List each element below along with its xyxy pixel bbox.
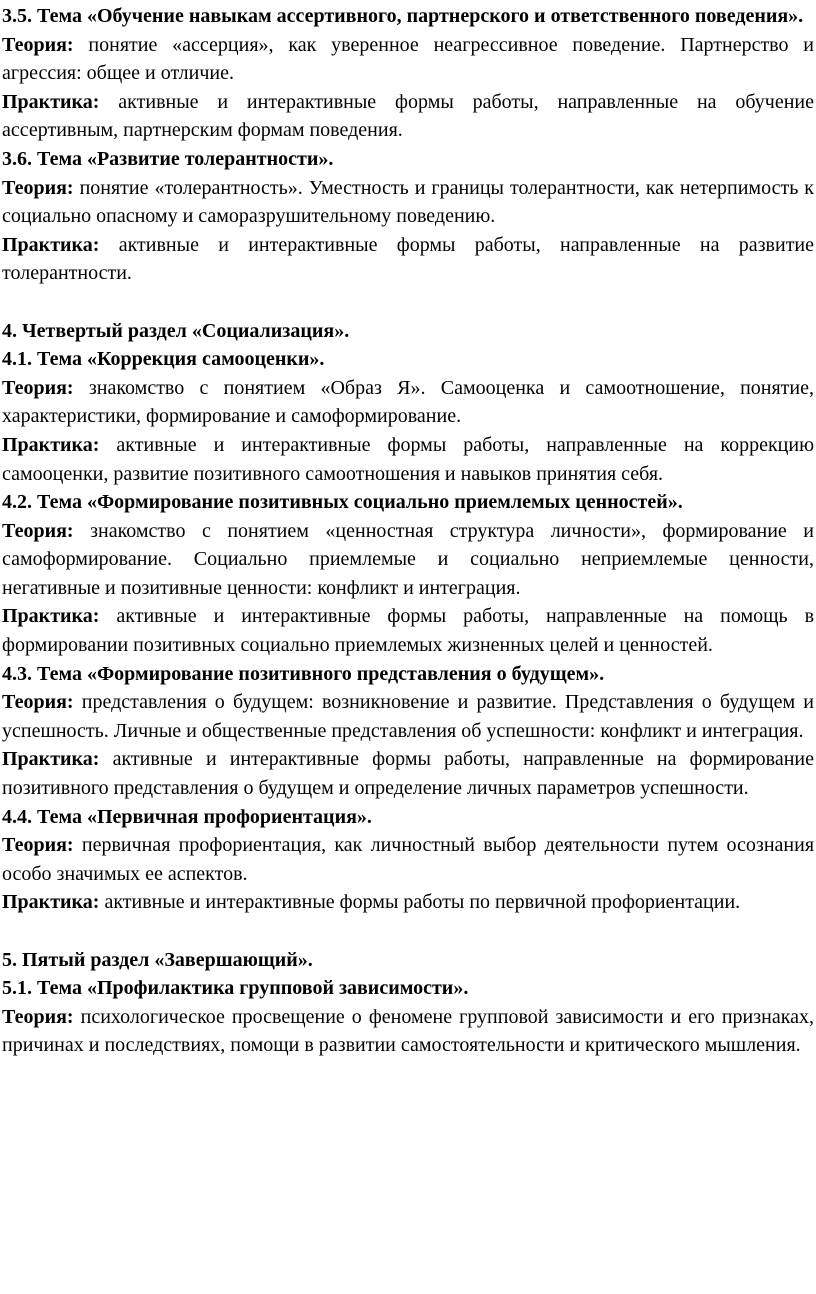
practice-paragraph [2,88,814,145]
section-4 [2,317,814,917]
theory-label: Теория: [2,691,74,714]
topic-4-1 [2,345,814,488]
practice-label: Практика: [2,233,100,256]
theory-label: Теория: [2,33,74,56]
topic-heading: 4.4. Тема «Первичная профориентация». [2,805,372,828]
theory-text: знакомство с понятием «ценностная структура личности», формирование и самоформирование. Социально приемлемые и социально неприемлемые ценности, негативные и позитивные ценности: конфликт и интеграция. [2,519,814,599]
practice-text: активные и интерактивные формы работы по первичной профориентации. [104,891,741,914]
blank-line [2,917,814,946]
topic-4-3 [2,660,814,803]
practice-paragraph [2,602,814,659]
practice-label: Практика: [2,891,100,914]
theory-text: представления о будущем: возникновение и развитие. Представления о будущем и успешность. Личные и общественные представления об успешности: конфликт и интеграция. [2,691,814,742]
theory-label: Теория: [2,376,74,399]
theory-paragraph [2,31,814,88]
section-title: 5. Пятый раздел «Завершающий». [2,948,313,971]
theory-paragraph [2,517,814,603]
topic-4-4 [2,803,814,917]
theory-text: понятие «ассерция», как уверенное неагрессивное поведение. Партнерство и агрессия: общее и отличие. [2,33,815,85]
practice-paragraph [2,231,814,288]
theory-paragraph [2,1003,814,1060]
theory-text: психологическое просвещение о феномене групповой зависимости и его признаках, причинах и последствиях, помощи в развитии самостоятельности и критического мышления. [2,1005,815,1057]
theory-text: первичная профориентация, как личностный выбор деятельности путем осознания особо значимых ее аспектов. [2,834,815,885]
theory-label: Теория: [2,176,74,199]
practice-paragraph [2,745,814,802]
practice-text: активные и интерактивные формы работы, направленные на развитие толерантности. [2,233,815,285]
topic-heading: 4.2. Тема «Формирование позитивных социально приемлемых ценностей». [2,491,683,514]
topic-heading: 3.5. Тема «Обучение навыкам ассертивного, партнерского и ответственного поведения». [2,5,804,27]
topic-heading: 3.6. Тема «Развитие толерантности». [2,147,334,170]
theory-paragraph [2,831,814,888]
practice-label: Практика: [2,748,100,771]
topic-4-2 [2,488,814,660]
practice-text: активные и интерактивные формы работы, направленные на обучение ассертивным, партнерским формам поведения. [2,90,815,142]
practice-text: активные и интерактивные формы работы, направленные на коррекцию самооценки, развитие позитивного самоотношения и навыков принятия себя. [2,433,815,485]
topic-3-5 [2,2,814,145]
theory-paragraph [2,688,814,745]
topic-heading: 4.1. Тема «Коррекция самооценки». [2,348,325,371]
practice-text: активные и интерактивные формы работы, направленные на помощь в формировании позитивных социально приемлемых жизненных целей и ценностей. [2,605,815,657]
practice-paragraph [2,431,814,488]
section-5 [2,946,814,1060]
blank-line [2,288,814,317]
practice-label: Практика: [2,433,100,456]
theory-paragraph [2,174,814,231]
theory-label: Теория: [2,519,74,542]
section-title: 4. Четвертый раздел «Социализация». [2,319,350,342]
theory-paragraph [2,374,814,431]
practice-label: Практика: [2,605,100,628]
practice-paragraph [2,888,814,917]
topic-5-1 [2,974,814,1060]
section-3-continuation [2,2,814,288]
theory-label: Теория: [2,834,74,857]
theory-label: Теория: [2,1005,74,1028]
practice-text: активные и интерактивные формы работы, направленные на формирование позитивного представления о будущем и определение личных параметров успешности. [2,748,814,800]
practice-label: Практика: [2,90,100,113]
topic-3-6 [2,145,814,288]
topic-heading: 5.1. Тема «Профилактика групповой зависимости». [2,977,469,1000]
topic-heading: 4.3. Тема «Формирование позитивного представления о будущем». [2,662,605,685]
theory-text: понятие «толерантность». Уместность и границы толерантности, как нетерпимость к социально опасному и саморазрушительному поведению. [2,176,814,228]
theory-text: знакомство с понятием «Образ Я». Самооценка и самоотношение, понятие, характеристики, формирование и самоформирование. [2,376,815,428]
